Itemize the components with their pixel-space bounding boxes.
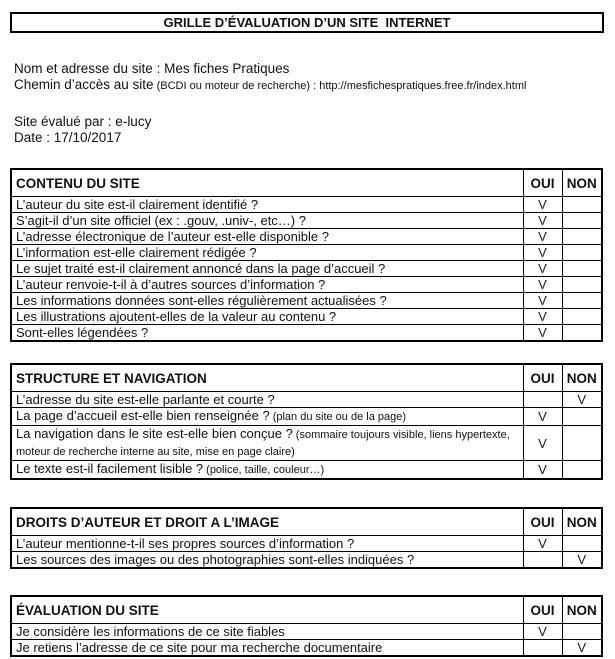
- table-row: [11, 293, 602, 309]
- non-column-header: NON: [562, 596, 602, 624]
- table-row: [11, 309, 602, 325]
- non-checkmark-cell: [562, 229, 602, 245]
- non-column-header: NON: [562, 508, 602, 536]
- question-text: La page d’accueil est-elle bien renseignée ?: [16, 408, 270, 423]
- non-checkmark-cell: [562, 277, 602, 293]
- question-cell: [11, 261, 523, 277]
- table-row: [11, 392, 602, 408]
- table-row: [11, 197, 602, 213]
- table-row: [11, 408, 602, 426]
- non-checkmark-cell: [562, 293, 602, 309]
- non-column-header: NON: [562, 169, 602, 197]
- question-cell: [11, 552, 523, 569]
- question-cell: [11, 624, 523, 640]
- site-path-detail: (BCDI ou moteur de recherche) : http://mesfichespratiques.free.fr/index.html: [156, 79, 527, 92]
- section-title: STRUCTURE ET NAVIGATION: [11, 364, 523, 392]
- table-row: [11, 325, 602, 342]
- question-text: Sont-elles légendées ?: [16, 325, 149, 340]
- table-row: [11, 640, 602, 657]
- question-note: (plan du site ou de la page): [272, 411, 407, 423]
- question-cell: [11, 392, 523, 408]
- question-cell: [11, 293, 523, 309]
- oui-checkmark-cell: V: [523, 309, 562, 325]
- question-cell: [11, 309, 523, 325]
- oui-checkmark-cell: V: [523, 426, 562, 461]
- question-text: S’agit-il d’un site officiel (ex : .gouv, .univ-, etc…) ?: [16, 213, 306, 228]
- non-checkmark-cell: [562, 408, 602, 426]
- site-name-line: Nom et adresse du site : Mes fiches Pratiques: [14, 61, 290, 76]
- table-row: [11, 213, 602, 229]
- table-row: [11, 245, 602, 261]
- question-text: Le texte est-il facilement lisible ?: [16, 461, 204, 476]
- site-path-line: [14, 77, 615, 95]
- question-text: Je retiens l’adresse de ce site pour ma recherche documentaire: [16, 640, 383, 655]
- question-text: Les sources des images ou des photographies sont-elles indiquées ?: [16, 552, 415, 567]
- question-text: L’auteur renvoie-t-il à d’autres sources d’information ?: [16, 277, 326, 292]
- question-cell: [11, 197, 523, 213]
- section-title: DROITS D’AUTEUR ET DROIT A L’IMAGE: [11, 508, 523, 536]
- oui-checkmark-cell: V: [523, 461, 562, 480]
- oui-checkmark-cell: [523, 640, 562, 657]
- question-cell: [11, 277, 523, 293]
- question-cell: [11, 245, 523, 261]
- non-checkmark-cell: [562, 309, 602, 325]
- question-cell: [11, 325, 523, 342]
- section-title: ÉVALUATION DU SITE: [11, 596, 523, 624]
- oui-checkmark-cell: V: [523, 408, 562, 426]
- oui-checkmark-cell: V: [523, 229, 562, 245]
- oui-checkmark-cell: V: [523, 536, 562, 552]
- table-header-row: [11, 169, 602, 197]
- question-text: Les illustrations ajoutent-elles de la valeur au contenu ?: [16, 309, 337, 324]
- table-row: [11, 229, 602, 245]
- question-cell: [11, 408, 523, 426]
- question-cell: [11, 213, 523, 229]
- non-checkmark-cell: [562, 261, 602, 277]
- oui-checkmark-cell: V: [523, 293, 562, 309]
- non-checkmark-cell: [562, 325, 602, 342]
- non-checkmark-cell: V: [562, 392, 602, 408]
- question-cell: [11, 229, 523, 245]
- non-checkmark-cell: [562, 461, 602, 480]
- non-column-header: NON: [562, 364, 602, 392]
- page-title: GRILLE D’ÉVALUATION D’UN SITE INTERNET: [163, 15, 451, 30]
- table-row: [11, 426, 602, 461]
- oui-column-header: OUI: [523, 169, 562, 197]
- question-note: (police, taille, couleur…): [206, 464, 325, 476]
- table-row: [11, 552, 602, 569]
- question-cell: [11, 426, 523, 461]
- question-text: L’adresse du site est-elle parlante et courte ?: [16, 392, 275, 407]
- question-cell: [11, 640, 523, 657]
- date-line: Date : 17/10/2017: [14, 129, 122, 145]
- table-contenu-du-site: [10, 168, 603, 342]
- question-note: (sommaire toujours visible, liens hypertexte, moteur de recherche interne au site, mise en page claire): [16, 429, 510, 458]
- table-evaluation-du-site: [10, 595, 603, 657]
- non-checkmark-cell: V: [562, 640, 602, 657]
- question-text: Le sujet traité est-il clairement annoncé dans la page d’accueil ?: [16, 261, 386, 276]
- question-cell: [11, 536, 523, 552]
- table-structure-et-navigation: [10, 363, 603, 480]
- table-header-row: [11, 508, 602, 536]
- title-box: [10, 12, 604, 33]
- oui-checkmark-cell: V: [523, 213, 562, 229]
- question-text: Les informations données sont-elles régulièrement actualisées ?: [16, 293, 387, 308]
- table-row: [11, 624, 602, 640]
- evaluator-line: Site évalué par : e-lucy: [14, 114, 152, 129]
- oui-column-header: OUI: [523, 364, 562, 392]
- oui-checkmark-cell: V: [523, 197, 562, 213]
- question-text: Je considère les informations de ce site fiables: [16, 624, 285, 639]
- question-text: L’adresse électronique de l’auteur est-elle disponible ?: [16, 229, 329, 244]
- non-checkmark-cell: [562, 624, 602, 640]
- oui-column-header: OUI: [523, 508, 562, 536]
- non-checkmark-cell: [562, 536, 602, 552]
- table-row: [11, 536, 602, 552]
- non-checkmark-cell: [562, 426, 602, 461]
- site-path-label: Chemin d’accès au site: [14, 76, 154, 92]
- section-title: CONTENU DU SITE: [11, 169, 523, 197]
- oui-checkmark-cell: V: [523, 325, 562, 342]
- oui-column-header: OUI: [523, 596, 562, 624]
- question-text: L’auteur mentionne-t-il ses propres sources d’information ?: [16, 536, 355, 551]
- question-text: L’auteur du site est-il clairement identifié ?: [16, 197, 259, 212]
- table-header-row: [11, 364, 602, 392]
- evaluator-info-block: [14, 114, 615, 145]
- oui-checkmark-cell: [523, 552, 562, 569]
- non-checkmark-cell: [562, 245, 602, 261]
- non-checkmark-cell: [562, 197, 602, 213]
- table-droits-auteur: [10, 507, 603, 569]
- question-text: L’information est-elle clairement rédigée ?: [16, 245, 257, 260]
- table-row: [11, 261, 602, 277]
- question-text: La navigation dans le site est-elle bien conçue ?: [16, 426, 293, 441]
- table-row: [11, 461, 602, 480]
- table-header-row: [11, 596, 602, 624]
- oui-checkmark-cell: V: [523, 277, 562, 293]
- oui-checkmark-cell: [523, 392, 562, 408]
- question-cell: [11, 461, 523, 480]
- oui-checkmark-cell: V: [523, 624, 562, 640]
- table-row: [11, 277, 602, 293]
- oui-checkmark-cell: V: [523, 261, 562, 277]
- non-checkmark-cell: V: [562, 552, 602, 569]
- site-info-block: [14, 61, 615, 94]
- non-checkmark-cell: [562, 213, 602, 229]
- oui-checkmark-cell: V: [523, 245, 562, 261]
